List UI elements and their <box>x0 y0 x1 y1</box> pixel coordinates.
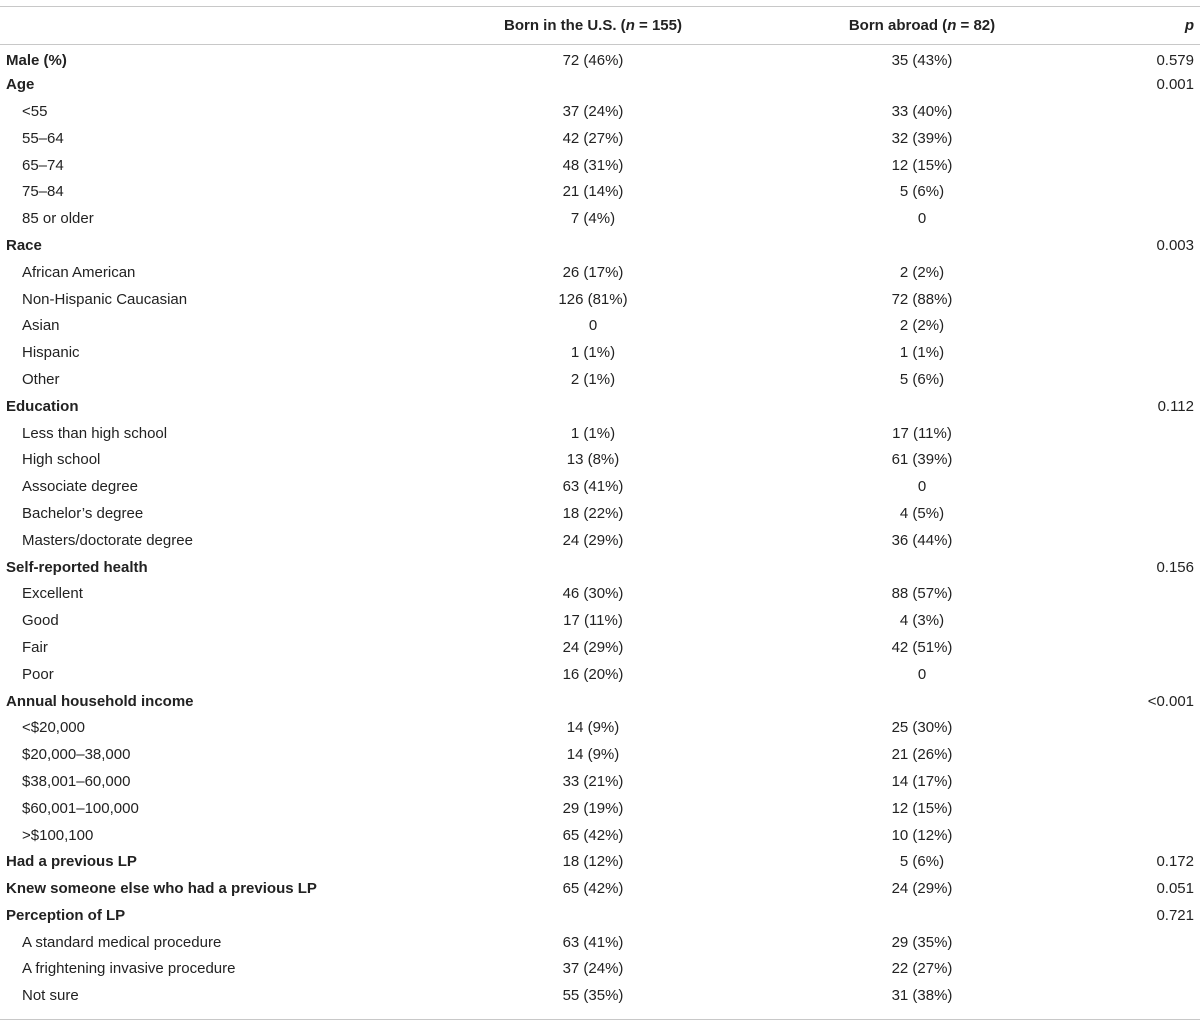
table-row <box>0 848 1200 875</box>
p-value: 0.003 <box>1156 236 1194 254</box>
born-us-value: 7 (4%) <box>570 210 616 228</box>
born-abroad-value: 31 (38%) <box>891 987 953 1005</box>
header-born-us-prefix: Born in the U.S. ( <box>504 17 626 34</box>
born-us-value: 14 (9%) <box>566 746 620 764</box>
table-row <box>0 956 1200 983</box>
row-label: Had a previous LP <box>6 853 137 871</box>
born-abroad-value: 32 (39%) <box>891 129 953 147</box>
born-us-value: 37 (24%) <box>562 102 624 120</box>
born-us-value: 126 (81%) <box>558 290 628 308</box>
born-abroad-value: 17 (11%) <box>892 424 952 442</box>
table-row <box>0 152 1200 179</box>
row-label: A standard medical procedure <box>22 933 222 951</box>
born-us-value: 65 (42%) <box>562 880 624 898</box>
table-row <box>0 580 1200 607</box>
header-born-us-n: n <box>625 17 635 34</box>
born-abroad-value: 2 (2%) <box>899 263 945 281</box>
p-value <box>1020 259 1200 286</box>
born-us-value: 24 (29%) <box>562 531 624 549</box>
born-us-value: 63 (41%) <box>562 478 624 496</box>
row-label: Excellent <box>22 585 83 603</box>
born-us-value: 63 (41%) <box>562 933 624 951</box>
born-us-value: 24 (29%) <box>562 638 624 656</box>
table-row <box>0 259 1200 286</box>
p-value <box>1020 500 1200 527</box>
demographics-table-page <box>0 6 1200 1021</box>
born-us-value <box>362 902 824 929</box>
born-abroad-value <box>824 688 1020 715</box>
row-label: Education <box>6 397 79 415</box>
p-value <box>1020 339 1200 366</box>
row-label: High school <box>22 451 101 469</box>
table-row <box>0 875 1200 902</box>
table-header-row <box>0 7 1200 45</box>
p-value <box>1020 982 1200 1009</box>
row-label: Knew someone else who had a previous LP <box>6 880 317 898</box>
p-value <box>1020 607 1200 634</box>
born-abroad-value: 5 (6%) <box>899 370 945 388</box>
p-value <box>1020 205 1200 232</box>
born-us-value: 17 (11%) <box>563 612 623 630</box>
header-born-abroad-prefix: Born abroad ( <box>848 17 948 34</box>
table-row <box>0 714 1200 741</box>
p-value <box>1020 152 1200 179</box>
born-us-value: 14 (9%) <box>566 719 620 737</box>
p-value <box>1020 634 1200 661</box>
born-abroad-value: 21 (26%) <box>891 746 953 764</box>
p-value <box>1020 822 1200 849</box>
table-row <box>0 312 1200 339</box>
p-value <box>1020 741 1200 768</box>
row-label: Hispanic <box>22 344 80 362</box>
table-row <box>0 688 1200 715</box>
p-value: 0.579 <box>1156 51 1194 69</box>
born-us-value: 2 (1%) <box>570 370 616 388</box>
born-abroad-value: 0 <box>917 210 927 228</box>
born-abroad-value: 0 <box>917 478 927 496</box>
born-abroad-value: 33 (40%) <box>891 102 953 120</box>
p-value: 0.112 <box>1157 397 1194 415</box>
p-value <box>1020 661 1200 688</box>
table-row <box>0 741 1200 768</box>
row-label: Masters/doctorate degree <box>22 531 193 549</box>
born-us-value: 16 (20%) <box>562 665 624 683</box>
row-label: A frightening invasive procedure <box>22 960 236 978</box>
born-us-value: 46 (30%) <box>562 585 624 603</box>
header-born-abroad-n: n <box>947 17 957 34</box>
p-value <box>1020 366 1200 393</box>
p-value: 0.172 <box>1156 853 1194 871</box>
table-row <box>0 393 1200 420</box>
born-abroad-value: 5 (6%) <box>899 183 945 201</box>
table-row <box>0 71 1200 98</box>
row-label: Good <box>22 612 59 630</box>
born-abroad-value: 25 (30%) <box>891 719 953 737</box>
born-abroad-value: 0 <box>917 665 927 683</box>
born-abroad-value <box>824 554 1020 581</box>
p-value <box>1020 312 1200 339</box>
row-label: Not sure <box>22 987 79 1005</box>
p-value <box>1020 929 1200 956</box>
born-us-value: 42 (27%) <box>562 129 624 147</box>
born-abroad-value: 4 (3%) <box>899 612 945 630</box>
born-abroad-value: 29 (35%) <box>891 933 953 951</box>
born-abroad-value: 14 (17%) <box>891 772 953 790</box>
row-label: <$20,000 <box>22 719 85 737</box>
born-us-value: 13 (8%) <box>566 451 620 469</box>
p-value: 0.001 <box>1156 76 1194 94</box>
born-abroad-value: 24 (29%) <box>891 880 953 898</box>
born-us-value <box>362 688 824 715</box>
born-us-value: 65 (42%) <box>562 826 624 844</box>
table-row <box>0 795 1200 822</box>
row-label: African American <box>22 263 136 281</box>
table-row <box>0 473 1200 500</box>
p-value <box>1020 286 1200 313</box>
table-row <box>0 982 1200 1009</box>
table-row <box>0 420 1200 447</box>
row-label: $60,001–100,000 <box>22 799 139 817</box>
p-value: 0.721 <box>1156 906 1194 924</box>
row-label: Self-reported health <box>6 558 148 576</box>
born-abroad-value: 42 (51%) <box>891 638 953 656</box>
row-label: $20,000–38,000 <box>22 746 131 764</box>
row-label: Male (%) <box>6 51 67 69</box>
row-label: Poor <box>22 665 54 683</box>
table-row <box>0 768 1200 795</box>
born-us-value: 55 (35%) <box>562 987 624 1005</box>
p-value <box>1020 714 1200 741</box>
p-value <box>1020 473 1200 500</box>
p-value <box>1020 446 1200 473</box>
born-abroad-value: 12 (15%) <box>891 799 953 817</box>
table-row <box>0 98 1200 125</box>
born-us-value: 18 (12%) <box>562 853 624 871</box>
born-us-value: 18 (22%) <box>562 504 624 522</box>
p-value <box>1020 580 1200 607</box>
table-row <box>0 286 1200 313</box>
p-value: <0.001 <box>1147 692 1194 710</box>
p-value <box>1020 125 1200 152</box>
row-label: 65–74 <box>22 156 64 174</box>
born-abroad-value <box>824 71 1020 98</box>
born-abroad-value: 10 (12%) <box>891 826 953 844</box>
table-row <box>0 339 1200 366</box>
row-label: Age <box>6 76 35 94</box>
p-value <box>1020 768 1200 795</box>
born-us-value: 33 (21%) <box>562 772 624 790</box>
header-born-abroad <box>824 7 1020 45</box>
row-label: 55–64 <box>22 129 64 147</box>
table-row <box>0 634 1200 661</box>
born-abroad-value: 72 (88%) <box>891 290 953 308</box>
table-row <box>0 178 1200 205</box>
row-label: Race <box>6 236 42 254</box>
table-row <box>0 446 1200 473</box>
row-label: Non-Hispanic Caucasian <box>22 290 188 308</box>
born-abroad-value <box>824 232 1020 259</box>
table-row <box>0 205 1200 232</box>
born-us-value: 48 (31%) <box>562 156 624 174</box>
p-value <box>1020 956 1200 983</box>
born-abroad-value <box>824 393 1020 420</box>
born-us-value <box>362 554 824 581</box>
table-row <box>0 661 1200 688</box>
born-us-value: 1 (1%) <box>570 424 616 442</box>
born-abroad-value: 1 (1%) <box>899 344 945 362</box>
table-row <box>0 929 1200 956</box>
row-label: Fair <box>22 638 48 656</box>
table-row <box>0 822 1200 849</box>
table-bottom-rule <box>0 1019 1200 1020</box>
born-us-value <box>362 393 824 420</box>
table-row <box>0 232 1200 259</box>
table-row <box>0 902 1200 929</box>
table-row <box>0 45 1200 72</box>
born-abroad-value: 36 (44%) <box>891 531 953 549</box>
p-value <box>1020 795 1200 822</box>
born-abroad-value: 4 (5%) <box>899 504 945 522</box>
table-row <box>0 527 1200 554</box>
born-abroad-value: 2 (2%) <box>899 317 945 335</box>
born-abroad-value: 5 (6%) <box>899 853 945 871</box>
table-row <box>0 607 1200 634</box>
born-abroad-value: 35 (43%) <box>891 51 953 69</box>
row-label: <55 <box>22 102 48 120</box>
born-us-value <box>362 232 824 259</box>
born-us-value: 21 (14%) <box>562 183 624 201</box>
table-row <box>0 125 1200 152</box>
row-label: 75–84 <box>22 183 64 201</box>
born-abroad-value: 88 (57%) <box>891 585 953 603</box>
header-born-us <box>362 7 824 45</box>
row-label: Associate degree <box>22 478 138 496</box>
header-born-abroad-suffix: = 82) <box>956 17 996 34</box>
row-label: $38,001–60,000 <box>22 772 131 790</box>
p-value <box>1020 420 1200 447</box>
born-us-value: 29 (19%) <box>562 799 624 817</box>
header-p-value: p <box>1020 7 1200 45</box>
born-us-value: 37 (24%) <box>562 960 624 978</box>
born-us-value: 72 (46%) <box>562 51 624 69</box>
row-label: >$100,100 <box>22 826 94 844</box>
born-us-value: 1 (1%) <box>570 344 616 362</box>
born-us-value: 26 (17%) <box>562 263 624 281</box>
table-body <box>0 45 1200 1010</box>
born-abroad-value: 12 (15%) <box>891 156 953 174</box>
p-value <box>1020 98 1200 125</box>
demographics-table <box>0 6 1200 1009</box>
p-value: 0.156 <box>1156 558 1194 576</box>
table-row <box>0 366 1200 393</box>
born-us-value <box>362 71 824 98</box>
p-value <box>1020 178 1200 205</box>
row-label: Less than high school <box>22 424 168 442</box>
table-row <box>0 554 1200 581</box>
born-abroad-value: 61 (39%) <box>891 451 953 469</box>
born-abroad-value <box>824 902 1020 929</box>
table-row <box>0 500 1200 527</box>
row-label: Perception of LP <box>6 906 126 924</box>
row-label: Other <box>22 370 60 388</box>
header-label-column <box>0 7 362 45</box>
header-born-us-suffix: = 155) <box>634 17 682 34</box>
row-label: Annual household income <box>6 692 194 710</box>
p-value: 0.051 <box>1156 880 1194 898</box>
born-us-value: 0 <box>588 317 598 335</box>
p-value <box>1020 527 1200 554</box>
born-abroad-value: 22 (27%) <box>891 960 953 978</box>
row-label: Bachelor’s degree <box>22 504 144 522</box>
row-label: Asian <box>22 317 60 335</box>
row-label: 85 or older <box>22 210 94 228</box>
